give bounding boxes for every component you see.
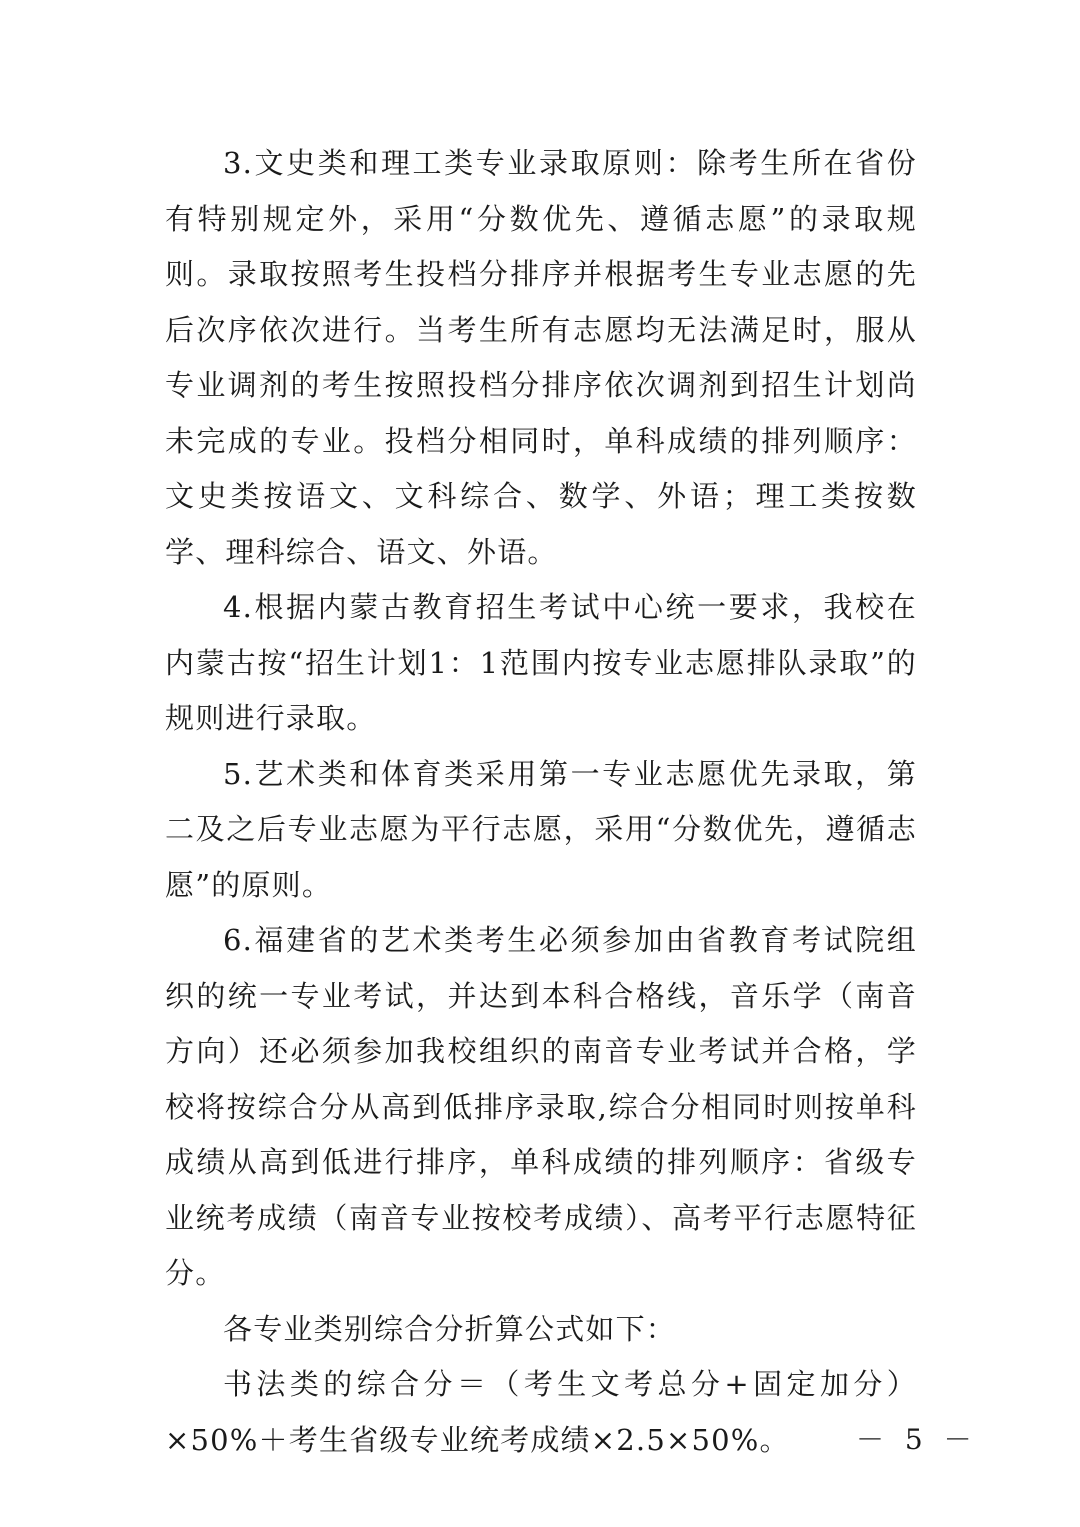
paragraph-admission-principle-humanities-science: 3.文史类和理工类专业录取原则：除考生所在省份有特别规定外，采用“分数优先、遵循志愿”的录取规则。录取按照考生投档分排序并根据考生专业志愿的先后次序依次进行。当考生所有志愿均无法满足时，服从专业调剂的考生按照投档分排序依次调剂到招生计划尚未完成的专业。投档分相同时，单科成绩的排列顺序：文史类按语文、文科综合、数学、外语；理工类按数学、理科综合、语文、外语。: [165, 146, 917, 569]
document-body: [165, 136, 917, 1468]
page-number: － 5 －: [856, 1423, 978, 1456]
paragraph-inner-mongolia-rule: 4.根据内蒙古教育招生考试中心统一要求，我校在内蒙古按“招生计划1：1范围内按专业志愿排队录取”的规则进行录取。: [165, 590, 917, 735]
paragraph-formula-intro: 各专业类别综合分折算公式如下：: [223, 1311, 677, 1346]
paragraph-arts-sports-rule: 5.艺术类和体育类采用第一专业志愿优先录取，第二及之后专业志愿为平行志愿，采用“分数优先，遵循志愿”的原则。: [165, 756, 917, 902]
paragraph-calligraphy-formula: 书法类的综合分＝（考生文考总分+固定加分）×50%＋考生省级专业统考成绩×2.5×50%。: [165, 1367, 917, 1457]
paragraph-fujian-arts-rule: 6.福建省的艺术类考生必须参加由省教育考试院组织的统一专业考试，并达到本科合格线，音乐学（南音方向）还必须参加我校组织的南音专业考试并合格，学校将按综合分从高到低排序录取,综合分相同时则按单科成绩从高到低进行排序，单科成绩的排列顺序：省级专业统考成绩（南音专业按校考成绩）、高考平行志愿特征分。: [165, 923, 917, 1290]
